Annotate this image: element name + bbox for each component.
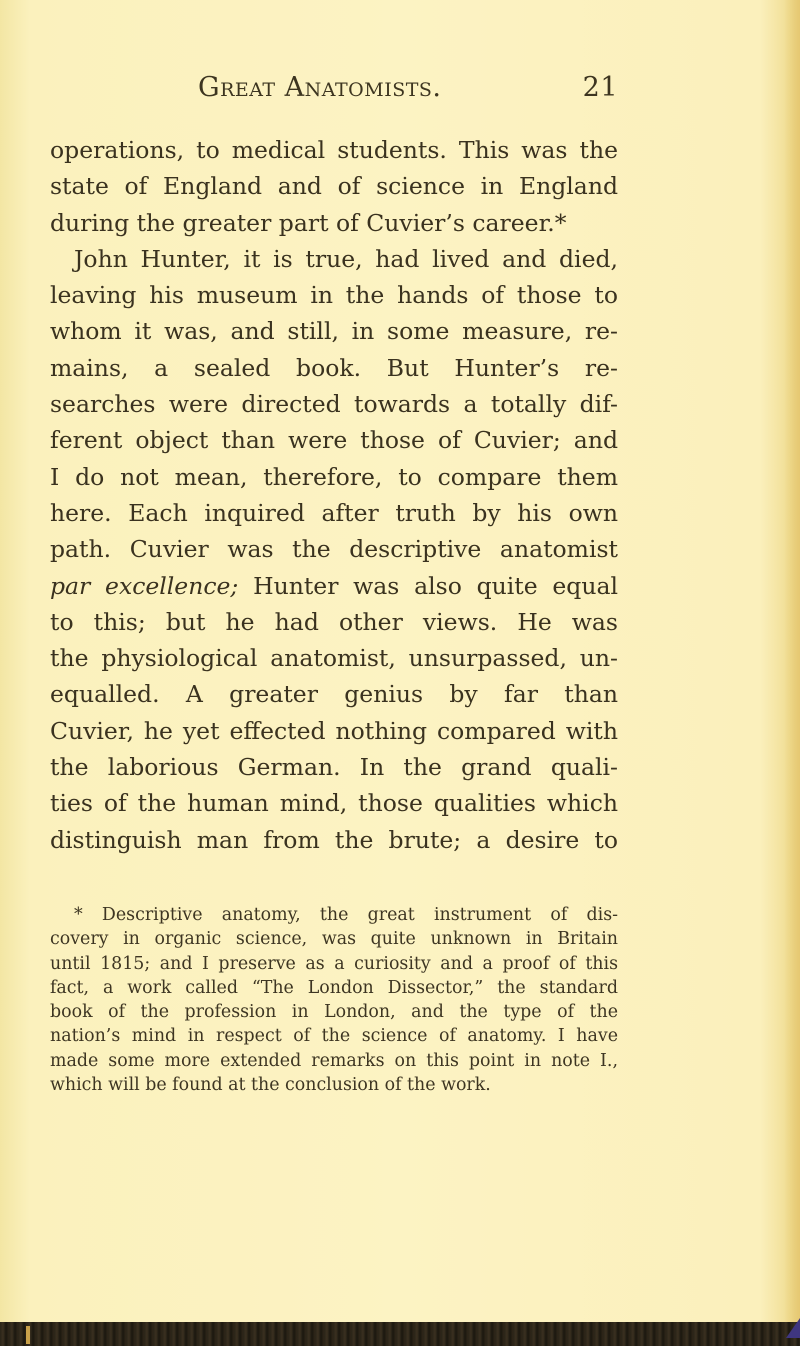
page-edge-shadow	[784, 0, 800, 1322]
footnote-line: covery in organic science, was quite unknown in Britain	[50, 929, 618, 950]
footnote-line: made some more extended remarks on this point in note I.,	[50, 1050, 618, 1071]
text-line: leaving his museum in the hands of those to	[50, 281, 618, 310]
footnote-line: nation’s mind in respect of the science of anatomy. I have	[50, 1026, 618, 1047]
italic-phrase: par excellence;	[50, 571, 239, 600]
text-line: distinguish man from the brute; a desire to	[50, 825, 618, 854]
page-number: 21	[582, 72, 618, 103]
text-line: here. Each inquired after truth by his own	[50, 498, 618, 527]
footnote-line: fact, a work called “The London Dissector,” the standard	[50, 977, 618, 998]
footnote-line: * Descriptive anatomy, the great instrument of dis-	[74, 905, 618, 925]
text-line: ties of the human mind, those qualities which	[50, 789, 618, 818]
text-line: state of England and of science in England	[50, 172, 618, 201]
text-line: to this; but he had other views. He was	[50, 607, 618, 636]
footnote-line: which will be found at the conclusion of the work.	[50, 1075, 491, 1096]
text-line: Cuvier, he yet effected nothing compared with	[50, 716, 618, 745]
text-line: during the greater part of Cuvier’s career.*	[50, 208, 567, 237]
footnote-line: until 1815; and I preserve as a curiosity and a proof of this	[50, 953, 618, 974]
text-line: the laborious German. In the grand quali-	[50, 753, 618, 782]
text-line: the physiological anatomist, unsurpassed, un-	[50, 644, 618, 673]
scan-color-mark	[26, 1326, 30, 1344]
footnote	[50, 903, 618, 1097]
text-line: John Hunter, it is true, had lived and died,	[74, 244, 618, 273]
running-head	[198, 72, 618, 103]
text-line: I do not mean, therefore, to compare them	[50, 462, 618, 491]
text-line: ferent object than were those of Cuvier; and	[50, 426, 618, 455]
text-line: mains, a sealed book. But Hunter’s re-	[50, 353, 618, 382]
text-line: searches were directed towards a totally dif-	[50, 390, 618, 419]
text-line-italic	[50, 568, 618, 604]
text-line: whom it was, and still, in some measure, re-	[50, 317, 618, 346]
running-head-title: Great Anatomists.	[198, 72, 442, 103]
text-line: operations, to medical students. This was the	[50, 136, 618, 164]
text-line: path. Cuvier was the descriptive anatomist	[50, 535, 618, 564]
scan-corner-marker	[786, 1318, 800, 1338]
scan-bottom-edge	[0, 1322, 800, 1346]
text-line: equalled. A greater genius by far than	[50, 680, 618, 709]
body-text	[50, 132, 618, 858]
text-line-rest: Hunter was also quite equal	[253, 571, 618, 600]
footnote-line: book of the profession in London, and the type of the	[50, 1002, 618, 1023]
